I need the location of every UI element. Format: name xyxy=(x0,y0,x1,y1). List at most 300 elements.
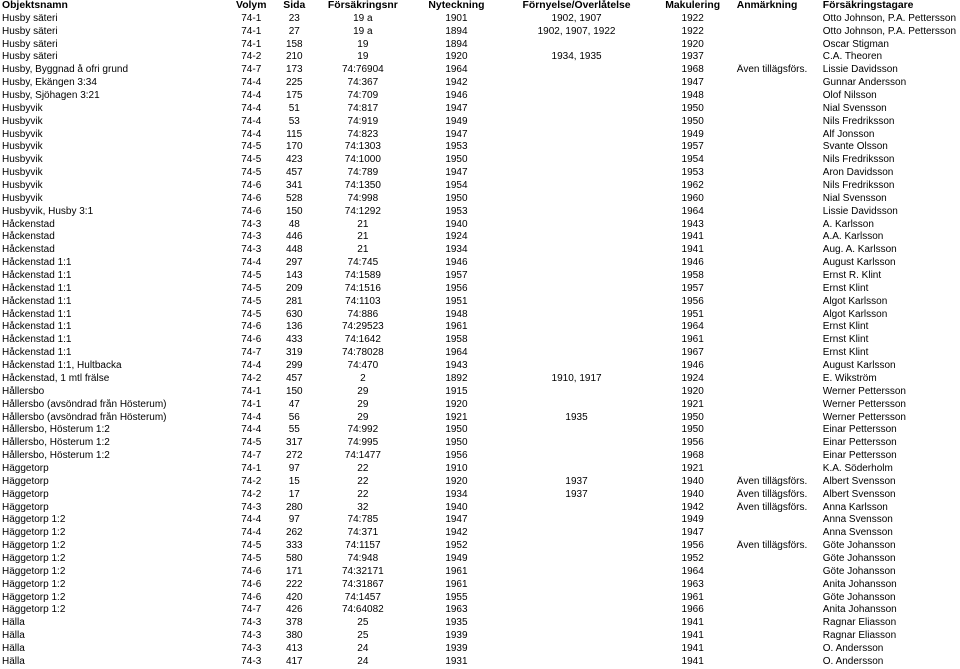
table-row xyxy=(0,347,960,360)
cell-fornyelse xyxy=(502,270,650,283)
cell-nyteckning: 1931 xyxy=(445,655,468,667)
cell-sida: 225 xyxy=(285,77,303,89)
cell-fornyelse xyxy=(502,129,650,142)
cell-nyteckning: 1943 xyxy=(445,360,468,372)
cell-nyteckning: 1934 xyxy=(445,244,468,256)
table-row xyxy=(0,180,960,193)
cell-objektsnamn: Husby säteri xyxy=(2,51,58,63)
cell-volym: 74-4 xyxy=(241,527,262,539)
cell-objektsnamn: Häggetorp 1:2 xyxy=(2,540,66,552)
cell-anmarkning xyxy=(735,399,822,412)
cell-makulering: 1961 xyxy=(681,591,704,603)
cell-forsakringstagare: Aron Davidsson xyxy=(822,167,894,179)
cell-objektsnamn: Hälla xyxy=(2,617,25,629)
cell-forsakringsnr: 74:745 xyxy=(347,257,379,269)
cell-sida: 115 xyxy=(286,128,303,140)
cell-forsakringsnr: 74:1000 xyxy=(344,154,381,166)
cell-forsakringstagare: Göte Johansson xyxy=(822,591,896,603)
cell-fornyelse xyxy=(502,90,650,103)
cell-fornyelse xyxy=(502,360,650,373)
cell-nyteckning: 1935 xyxy=(445,617,468,629)
cell-forsakringsnr: 74:817 xyxy=(347,102,379,114)
cell-volym: 74-2 xyxy=(241,488,262,500)
cell-nyteckning: 1894 xyxy=(445,25,468,37)
cell-forsakringstagare: Algot Karlsson xyxy=(822,295,888,307)
cell-fornyelse xyxy=(502,399,650,412)
cell-anmarkning xyxy=(735,90,822,103)
table-row xyxy=(0,270,960,283)
cell-anmarkning xyxy=(735,116,822,129)
cell-forsakringsnr: 74:1477 xyxy=(344,450,381,462)
cell-makulering: 1956 xyxy=(681,437,704,449)
cell-nyteckning: 1957 xyxy=(445,270,468,282)
cell-sida: 171 xyxy=(285,565,303,577)
cell-nyteckning: 1963 xyxy=(445,604,468,616)
cell-sida: 426 xyxy=(285,604,303,616)
cell-forsakringstagare: Oscar Stigman xyxy=(822,38,889,50)
cell-volym: 74-6 xyxy=(241,591,262,603)
cell-sida: 17 xyxy=(288,488,300,500)
cell-fornyelse xyxy=(502,141,650,154)
cell-forsakringstagare: Ernst Klint xyxy=(822,321,869,333)
cell-forsakringstagare: K.A. Söderholm xyxy=(822,462,893,474)
cell-forsakringsnr: 74:64082 xyxy=(341,604,384,616)
cell-anmarkning xyxy=(735,514,822,527)
cell-objektsnamn: Häggetorp xyxy=(2,488,49,500)
cell-volym: 74-4 xyxy=(241,360,262,372)
cell-fornyelse xyxy=(502,424,650,437)
cell-objektsnamn: Håckenstad 1:1 xyxy=(2,257,72,269)
cell-nyteckning: 1954 xyxy=(445,180,468,192)
cell-forsakringstagare: Werner Pettersson xyxy=(822,411,906,423)
cell-nyteckning: 1951 xyxy=(445,295,468,307)
cell-anmarkning xyxy=(735,579,822,592)
cell-makulering: 1920 xyxy=(681,385,704,397)
cell-volym: 74-7 xyxy=(241,450,262,462)
cell-anmarkning xyxy=(735,553,822,566)
table-row xyxy=(0,90,960,103)
cell-anmarkning xyxy=(735,167,822,180)
table-row xyxy=(0,463,960,476)
cell-anmarkning xyxy=(735,334,822,347)
cell-fornyelse xyxy=(502,231,650,244)
cell-volym: 74-5 xyxy=(241,308,262,320)
cell-sida: 222 xyxy=(285,578,303,590)
cell-forsakringstagare: Albert Svensson xyxy=(822,488,896,500)
cell-fornyelse xyxy=(502,180,650,193)
cell-volym: 74-6 xyxy=(241,180,262,192)
cell-fornyelse xyxy=(502,219,650,232)
cell-forsakringsnr: 74:998 xyxy=(347,192,379,204)
cell-forsakringsnr: 32 xyxy=(357,501,369,513)
cell-makulering: 1957 xyxy=(681,282,704,294)
cell-objektsnamn: Häggetorp 1:2 xyxy=(2,565,66,577)
cell-makulering: 1950 xyxy=(681,102,704,114)
cell-nyteckning: 1961 xyxy=(445,565,468,577)
cell-fornyelse: 1934, 1935 xyxy=(551,51,602,63)
table-row xyxy=(0,514,960,527)
cell-nyteckning: 1942 xyxy=(445,527,468,539)
cell-sida: 319 xyxy=(285,347,303,359)
cell-fornyelse xyxy=(502,630,650,643)
table-row xyxy=(0,116,960,129)
cell-forsakringstagare: Ragnar Eliasson xyxy=(822,617,897,629)
cell-forsakringstagare: Einar Pettersson xyxy=(822,450,897,462)
cell-objektsnamn: Husbyvik xyxy=(2,102,43,114)
cell-sida: 380 xyxy=(285,630,303,642)
cell-makulering: 1964 xyxy=(681,205,704,217)
cell-objektsnamn: Husby, Ekängen 3:34 xyxy=(2,77,97,89)
cell-anmarkning xyxy=(735,309,822,322)
cell-objektsnamn: Håckenstad 1:1 xyxy=(2,347,72,359)
cell-forsakringstagare: Nial Svensson xyxy=(822,192,887,204)
cell-objektsnamn: Häggetorp xyxy=(2,475,49,487)
cell-fornyelse xyxy=(502,244,650,257)
cell-anmarkning xyxy=(735,424,822,437)
cell-fornyelse xyxy=(502,579,650,592)
cell-nyteckning: 1956 xyxy=(445,282,468,294)
cell-makulering: 1941 xyxy=(681,642,704,654)
cell-sida: 333 xyxy=(285,540,303,552)
cell-sida: 281 xyxy=(285,295,303,307)
cell-anmarkning xyxy=(735,206,822,219)
cell-sida: 53 xyxy=(288,115,300,127)
cell-volym: 74-5 xyxy=(241,282,262,294)
cell-forsakringsnr: 22 xyxy=(357,462,369,474)
cell-sida: 47 xyxy=(288,398,300,410)
cell-objektsnamn: Häggetorp 1:2 xyxy=(2,514,66,526)
cell-sida: 378 xyxy=(285,617,303,629)
cell-forsakringstagare: Ernst Klint xyxy=(822,334,869,346)
cell-forsakringstagare: Werner Pettersson xyxy=(822,398,906,410)
cell-fornyelse xyxy=(502,167,650,180)
cell-volym: 74-1 xyxy=(241,25,262,37)
cell-fornyelse xyxy=(502,193,650,206)
cell-forsakringsnr: 21 xyxy=(357,244,369,256)
cell-forsakringsnr: 74:470 xyxy=(347,360,379,372)
cell-nyteckning: 1948 xyxy=(445,308,468,320)
cell-forsakringsnr: 74:367 xyxy=(347,77,379,89)
cell-fornyelse xyxy=(502,502,650,515)
cell-objektsnamn: Husbyvik xyxy=(2,141,43,153)
cell-nyteckning: 1961 xyxy=(445,578,468,590)
cell-forsakringstagare: Otto Johnson, P.A. Pettersson xyxy=(822,12,957,24)
cell-objektsnamn: Håckenstad 1:1 xyxy=(2,321,72,333)
cell-volym: 74-7 xyxy=(241,604,262,616)
cell-fornyelse: 1937 xyxy=(565,475,588,487)
table-row xyxy=(0,540,960,553)
cell-volym: 74-2 xyxy=(241,51,262,63)
cell-forsakringsnr: 24 xyxy=(357,655,369,667)
cell-makulering: 1940 xyxy=(681,475,704,487)
cell-makulering: 1922 xyxy=(681,25,704,37)
cell-sida: 56 xyxy=(288,411,300,423)
cell-nyteckning: 1934 xyxy=(445,488,468,500)
cell-fornyelse xyxy=(502,206,650,219)
cell-forsakringstagare: Einar Pettersson xyxy=(822,437,897,449)
table-row xyxy=(0,604,960,617)
cell-nyteckning: 1950 xyxy=(445,424,468,436)
cell-fornyelse xyxy=(502,540,650,553)
cell-makulering: 1920 xyxy=(681,38,704,50)
cell-nyteckning: 1920 xyxy=(445,475,468,487)
table-row xyxy=(0,437,960,450)
cell-forsakringstagare: Werner Pettersson xyxy=(822,385,906,397)
cell-forsakringstagare: Albert Svensson xyxy=(822,475,896,487)
cell-objektsnamn: Häggetorp 1:2 xyxy=(2,604,66,616)
cell-forsakringstagare: A. Karlsson xyxy=(822,218,874,230)
cell-sida: 280 xyxy=(285,501,303,513)
cell-nyteckning: 1942 xyxy=(445,77,468,89)
column-header-fornyelse: Förnyelse/Överlåtelse xyxy=(522,0,631,11)
cell-sida: 210 xyxy=(285,51,303,63)
table-row xyxy=(0,502,960,515)
cell-forsakringstagare: Lissie Davidsson xyxy=(822,64,898,76)
table-row xyxy=(0,26,960,39)
cell-objektsnamn: Hållersbo xyxy=(2,385,45,397)
cell-volym: 74-3 xyxy=(241,244,262,256)
cell-nyteckning: 1964 xyxy=(445,64,468,76)
cell-nyteckning: 1915 xyxy=(445,385,468,397)
cell-volym: 74-3 xyxy=(241,231,262,243)
cell-objektsnamn: Håckenstad 1:1 xyxy=(2,282,72,294)
cell-anmarkning xyxy=(735,347,822,360)
table-row xyxy=(0,630,960,643)
cell-forsakringsnr: 74:785 xyxy=(347,514,379,526)
cell-forsakringsnr: 74:992 xyxy=(347,424,379,436)
cell-nyteckning: 1947 xyxy=(445,167,468,179)
cell-forsakringstagare: Anna Svensson xyxy=(822,514,893,526)
cell-fornyelse xyxy=(502,617,650,630)
cell-volym: 74-4 xyxy=(241,257,262,269)
table-row xyxy=(0,64,960,77)
cell-fornyelse xyxy=(502,347,650,360)
cell-forsakringstagare: Alf Jonsson xyxy=(822,128,875,140)
cell-anmarkning xyxy=(735,656,822,669)
cell-makulering: 1949 xyxy=(681,128,704,140)
cell-objektsnamn: Husbyvik, Husby 3:1 xyxy=(2,205,94,217)
table-row xyxy=(0,334,960,347)
cell-anmarkning xyxy=(735,51,822,64)
cell-sida: 262 xyxy=(285,527,303,539)
cell-volym: 74-6 xyxy=(241,192,262,204)
cell-objektsnamn: Häggetorp 1:2 xyxy=(2,591,66,603)
cell-anmarkning: Även tillägsförs. xyxy=(736,501,808,513)
cell-forsakringstagare: Aug. A. Karlsson xyxy=(822,244,897,256)
cell-volym: 74-6 xyxy=(241,205,262,217)
cell-sida: 158 xyxy=(285,38,303,50)
table-row xyxy=(0,566,960,579)
table-row xyxy=(0,167,960,180)
cell-makulering: 1941 xyxy=(681,617,704,629)
table-row xyxy=(0,592,960,605)
cell-sida: 97 xyxy=(288,462,300,474)
cell-forsakringstagare: Olof Nilsson xyxy=(822,90,877,102)
cell-fornyelse xyxy=(502,643,650,656)
cell-anmarkning xyxy=(735,39,822,52)
cell-fornyelse: 1902, 1907, 1922 xyxy=(537,25,616,37)
column-header-volym: Volym xyxy=(236,0,267,11)
cell-fornyelse xyxy=(502,103,650,116)
cell-makulering: 1956 xyxy=(681,295,704,307)
cell-objektsnamn: Hälla xyxy=(2,655,25,667)
cell-objektsnamn: Hållersbo, Hösterum 1:2 xyxy=(2,424,110,436)
table-row xyxy=(0,643,960,656)
cell-forsakringstagare: A.A. Karlsson xyxy=(822,231,884,243)
cell-volym: 74-3 xyxy=(241,617,262,629)
cell-makulering: 1968 xyxy=(681,450,704,462)
cell-nyteckning: 1939 xyxy=(445,630,468,642)
cell-makulering: 1961 xyxy=(681,334,704,346)
cell-objektsnamn: Håckenstad 1:1 xyxy=(2,308,72,320)
cell-forsakringsnr: 74:1457 xyxy=(344,591,381,603)
cell-makulering: 1937 xyxy=(681,51,704,63)
cell-objektsnamn: Håckenstad 1:1 xyxy=(2,270,72,282)
cell-forsakringstagare: Ernst R. Klint xyxy=(822,270,882,282)
cell-makulering: 1947 xyxy=(681,77,704,89)
cell-forsakringstagare: O. Andersson xyxy=(822,642,884,654)
cell-nyteckning: 1901 xyxy=(445,12,468,24)
cell-anmarkning xyxy=(735,527,822,540)
cell-anmarkning xyxy=(735,103,822,116)
cell-sida: 630 xyxy=(285,308,303,320)
cell-forsakringstagare: Anna Svensson xyxy=(822,527,893,539)
cell-forsakringstagare: August Karlsson xyxy=(822,257,896,269)
cell-volym: 74-4 xyxy=(241,514,262,526)
cell-forsakringstagare: Nils Fredriksson xyxy=(822,115,895,127)
cell-volym: 74-1 xyxy=(241,398,262,410)
table-row xyxy=(0,579,960,592)
cell-fornyelse xyxy=(502,386,650,399)
cell-sida: 341 xyxy=(285,180,303,192)
column-header-sida: Sida xyxy=(283,0,306,11)
cell-makulering: 1941 xyxy=(681,630,704,642)
cell-makulering: 1946 xyxy=(681,257,704,269)
cell-nyteckning: 1924 xyxy=(445,231,468,243)
cell-objektsnamn: Häggetorp xyxy=(2,462,49,474)
cell-fornyelse xyxy=(502,527,650,540)
cell-forsakringsnr: 29 xyxy=(357,385,369,397)
cell-nyteckning: 1892 xyxy=(445,372,468,384)
table-row xyxy=(0,51,960,64)
cell-nyteckning: 1955 xyxy=(445,591,468,603)
cell-sida: 423 xyxy=(285,154,303,166)
cell-objektsnamn: Husbyvik xyxy=(2,180,43,192)
cell-makulering: 1966 xyxy=(681,604,704,616)
cell-makulering: 1950 xyxy=(681,411,704,423)
cell-objektsnamn: Håckenstad xyxy=(2,231,55,243)
cell-objektsnamn: Hållersbo (avsöndrad från Hösterum) xyxy=(2,411,167,423)
column-header-nyteckning: Nyteckning xyxy=(428,0,485,11)
cell-nyteckning: 1953 xyxy=(445,205,468,217)
cell-fornyelse xyxy=(502,296,650,309)
table-row xyxy=(0,373,960,386)
column-header-forsakringsnr: Försäkringsnr xyxy=(327,0,398,11)
cell-forsakringsnr: 74:823 xyxy=(347,128,379,140)
cell-makulering: 1922 xyxy=(681,12,704,24)
cell-objektsnamn: Håckenstad, 1 mtl frälse xyxy=(2,372,110,384)
cell-makulering: 1968 xyxy=(681,64,704,76)
cell-objektsnamn: Husbyvik xyxy=(2,115,43,127)
cell-sida: 446 xyxy=(285,231,303,243)
cell-volym: 74-7 xyxy=(241,347,262,359)
cell-forsakringsnr: 74:948 xyxy=(347,552,379,564)
cell-nyteckning: 1961 xyxy=(445,321,468,333)
cell-makulering: 1941 xyxy=(681,244,704,256)
cell-volym: 74-5 xyxy=(241,437,262,449)
table-row xyxy=(0,283,960,296)
cell-volym: 74-5 xyxy=(241,167,262,179)
cell-makulering: 1921 xyxy=(681,398,704,410)
cell-anmarkning xyxy=(735,450,822,463)
cell-sida: 297 xyxy=(285,257,303,269)
cell-forsakringstagare: Algot Karlsson xyxy=(822,308,888,320)
table-row xyxy=(0,489,960,502)
cell-makulering: 1957 xyxy=(681,141,704,153)
cell-fornyelse: 1910, 1917 xyxy=(551,372,602,384)
cell-nyteckning: 1921 xyxy=(445,411,468,423)
table-row xyxy=(0,412,960,425)
cell-objektsnamn: Håckenstad xyxy=(2,218,55,230)
cell-sida: 170 xyxy=(285,141,303,153)
table-row xyxy=(0,553,960,566)
cell-anmarkning xyxy=(735,630,822,643)
cell-forsakringsnr: 74:709 xyxy=(347,90,379,102)
cell-forsakringsnr: 74:1642 xyxy=(344,334,381,346)
cell-nyteckning: 1946 xyxy=(445,257,468,269)
cell-volym: 74-6 xyxy=(241,334,262,346)
cell-objektsnamn: Husbyvik xyxy=(2,167,43,179)
cell-forsakringsnr: 74:78028 xyxy=(341,347,384,359)
cell-makulering: 1951 xyxy=(681,308,704,320)
cell-sida: 317 xyxy=(285,437,303,449)
cell-makulering: 1958 xyxy=(681,270,704,282)
cell-forsakringsnr: 74:1292 xyxy=(344,205,381,217)
cell-makulering: 1941 xyxy=(681,231,704,243)
cell-objektsnamn: Husbyvik xyxy=(2,154,43,166)
cell-sida: 420 xyxy=(285,591,303,603)
cell-forsakringsnr: 29 xyxy=(357,398,369,410)
cell-objektsnamn: Häggetorp 1:2 xyxy=(2,578,66,590)
cell-makulering: 1941 xyxy=(681,655,704,667)
cell-volym: 74-6 xyxy=(241,565,262,577)
cell-fornyelse xyxy=(502,656,650,669)
cell-forsakringstagare: Göte Johansson xyxy=(822,540,896,552)
cell-makulering: 1950 xyxy=(681,424,704,436)
cell-forsakringsnr: 74:1589 xyxy=(344,270,381,282)
cell-forsakringsnr: 22 xyxy=(357,488,369,500)
cell-nyteckning: 1950 xyxy=(445,154,468,166)
cell-anmarkning xyxy=(735,244,822,257)
cell-forsakringstagare: Lissie Davidsson xyxy=(822,205,898,217)
cell-sida: 175 xyxy=(285,90,303,102)
cell-anmarkning xyxy=(735,463,822,476)
cell-objektsnamn: Hälla xyxy=(2,630,25,642)
cell-volym: 74-3 xyxy=(241,501,262,513)
cell-nyteckning: 1964 xyxy=(445,347,468,359)
cell-nyteckning: 1947 xyxy=(445,102,468,114)
cell-forsakringstagare: Nial Svensson xyxy=(822,102,887,114)
cell-objektsnamn: Håckenstad xyxy=(2,244,55,256)
cell-sida: 272 xyxy=(285,450,303,462)
cell-sida: 528 xyxy=(285,192,303,204)
cell-volym: 74-1 xyxy=(241,38,262,50)
cell-volym: 74-5 xyxy=(241,552,262,564)
cell-fornyelse xyxy=(502,77,650,90)
cell-volym: 74-5 xyxy=(241,141,262,153)
table-row xyxy=(0,321,960,334)
cell-volym: 74-7 xyxy=(241,64,262,76)
